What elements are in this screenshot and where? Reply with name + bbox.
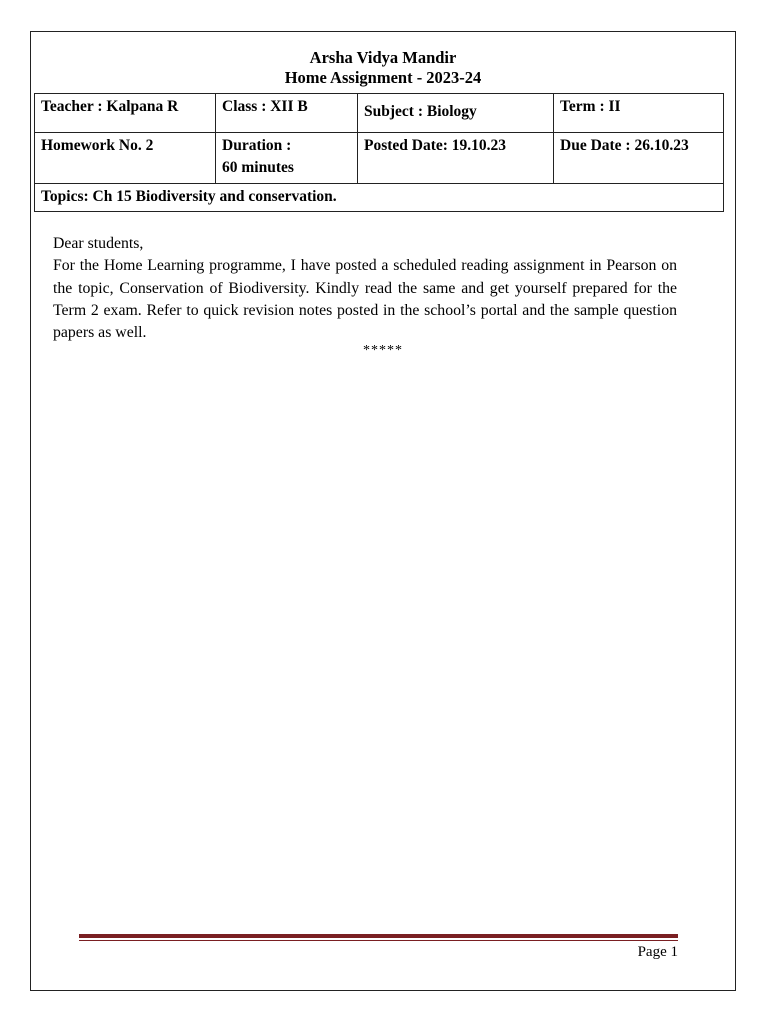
duration-cell <box>216 133 358 184</box>
duration-value: 60 minutes <box>222 159 294 176</box>
info-row-2 <box>35 133 724 184</box>
assignment-paragraph: For the Home Learning programme, I have posted a scheduled reading assignment in Pearson on the topic, Conservation of Biodiversity. Kindly read the same and get yourself prepared for the Term 2 exam. Refer to quick revision notes posted in the school’s portal and the sample question papers as well. <box>53 257 677 342</box>
term-cell: Term : II <box>554 94 724 133</box>
assignment-title: Home Assignment - 2023-24 <box>284 68 482 87</box>
info-row-3 <box>35 184 724 212</box>
footer-rule-thin <box>79 940 678 941</box>
end-marker: ***** <box>363 343 403 358</box>
teacher-cell: Teacher : Kalpana R <box>35 94 216 133</box>
school-name: Arsha Vidya Mandir <box>309 48 457 67</box>
letter-body <box>53 233 677 344</box>
homework-number-cell: Homework No. 2 <box>35 133 216 184</box>
footer-rule-thick <box>79 934 678 938</box>
class-cell: Class : XII B <box>216 94 358 133</box>
topics-cell: Topics: Ch 15 Biodiversity and conservation. <box>35 184 724 212</box>
duration-label: Duration : <box>222 137 292 154</box>
due-date-cell: Due Date : 26.10.23 <box>554 133 724 184</box>
page-number: Page 1 <box>637 944 678 960</box>
info-row-1 <box>35 94 724 133</box>
greeting: Dear students, <box>53 235 144 252</box>
subject-cell: Subject : Biology <box>358 94 554 133</box>
assignment-info-table <box>34 93 724 212</box>
posted-date-cell: Posted Date: 19.10.23 <box>358 133 554 184</box>
